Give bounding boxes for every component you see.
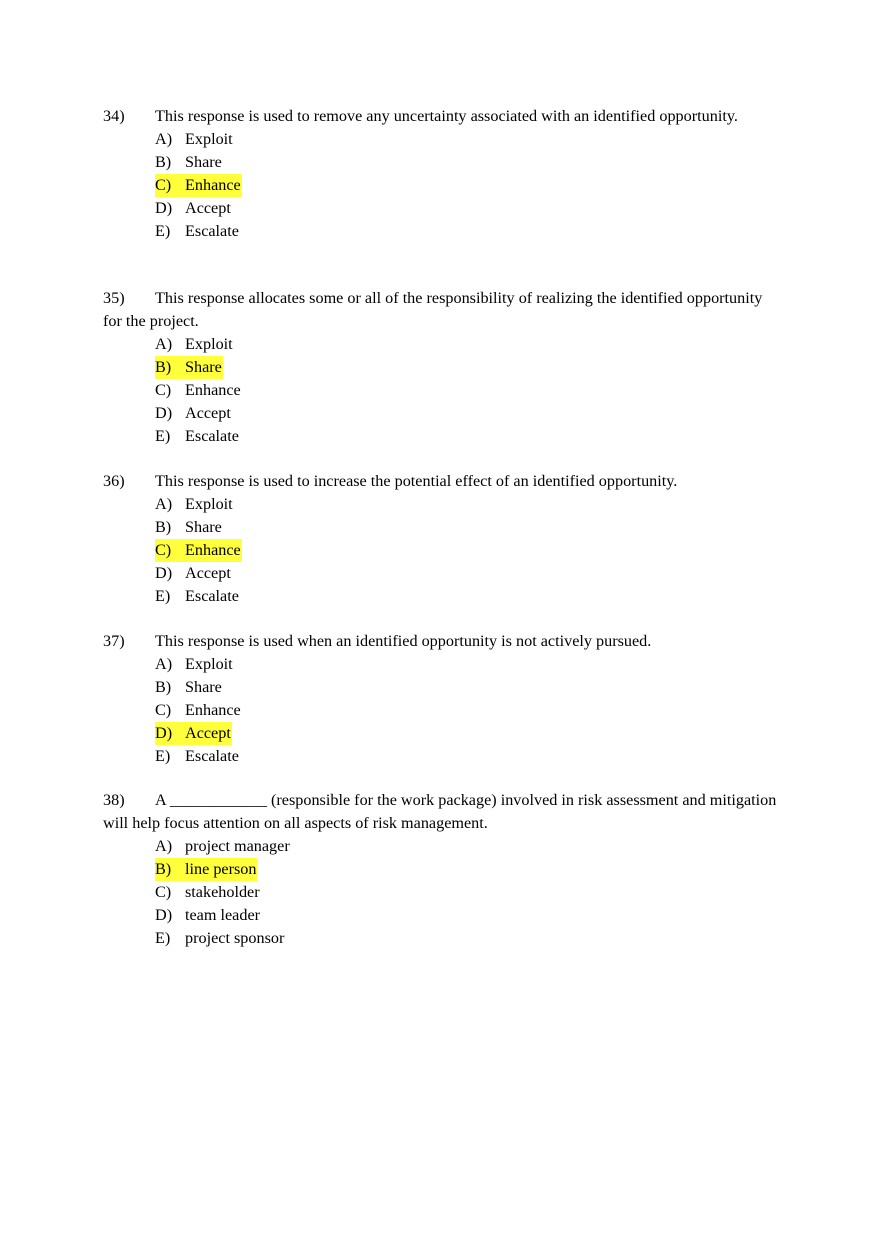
option-letter: C) xyxy=(155,701,172,719)
option-letter: A) xyxy=(155,495,173,513)
option-e xyxy=(155,220,783,243)
option-b-answer-highlight xyxy=(155,858,783,881)
option-text: Share xyxy=(185,153,222,171)
question-36 xyxy=(103,470,783,608)
option-d xyxy=(155,402,783,425)
option-letter: E) xyxy=(155,427,171,445)
question-stem xyxy=(103,630,783,653)
option-b xyxy=(155,516,783,539)
option-text: team leader xyxy=(185,906,261,924)
question-35 xyxy=(103,287,783,448)
option-letter: E) xyxy=(155,222,171,240)
question-stem xyxy=(103,470,783,493)
question-text: A ____________ (responsible for the work package) involved in risk assessment and mitigation will help focus attention on all aspects of risk management. xyxy=(103,791,777,832)
option-letter: E) xyxy=(155,587,171,605)
question-text: This response is used to remove any uncertainty associated with an identified opportunity. xyxy=(155,107,738,125)
option-list xyxy=(103,835,783,950)
question-stem xyxy=(103,105,783,128)
option-c xyxy=(155,699,783,722)
option-letter: A) xyxy=(155,130,173,148)
option-text: stakeholder xyxy=(185,883,260,901)
question-stem xyxy=(103,287,783,333)
option-text: Enhance xyxy=(185,381,241,399)
option-a xyxy=(155,333,783,356)
option-d-answer-highlight xyxy=(155,722,783,745)
option-e xyxy=(155,425,783,448)
option-letter: B) xyxy=(155,358,172,376)
option-letter: D) xyxy=(155,724,173,742)
option-text: Accept xyxy=(185,724,231,742)
question-text: This response is used when an identified opportunity is not actively pursued. xyxy=(155,632,652,650)
option-text: Accept xyxy=(185,404,231,422)
option-c-answer-highlight xyxy=(155,174,783,197)
option-letter: D) xyxy=(155,564,173,582)
option-text: Share xyxy=(185,518,222,536)
option-d xyxy=(155,562,783,585)
option-a xyxy=(155,493,783,516)
option-letter: C) xyxy=(155,541,172,559)
option-list xyxy=(103,493,783,608)
option-d xyxy=(155,197,783,220)
option-letter: A) xyxy=(155,335,173,353)
option-e xyxy=(155,745,783,768)
option-text: Enhance xyxy=(185,541,241,559)
option-e xyxy=(155,927,783,950)
question-number: 35) xyxy=(103,289,125,307)
option-text: Escalate xyxy=(185,747,239,765)
option-letter: B) xyxy=(155,860,172,878)
option-text: Enhance xyxy=(185,176,241,194)
option-text: project sponsor xyxy=(185,929,285,947)
option-text: Exploit xyxy=(185,655,233,673)
option-list xyxy=(103,128,783,243)
option-letter: B) xyxy=(155,678,172,696)
question-stem xyxy=(103,789,783,835)
option-text: Accept xyxy=(185,199,231,217)
option-d xyxy=(155,904,783,927)
option-c xyxy=(155,379,783,402)
option-text: Exploit xyxy=(185,335,233,353)
option-letter: A) xyxy=(155,655,173,673)
option-letter: C) xyxy=(155,176,172,194)
option-list xyxy=(103,333,783,448)
option-a xyxy=(155,653,783,676)
option-letter: C) xyxy=(155,883,172,901)
option-text: project manager xyxy=(185,837,290,855)
option-text: Escalate xyxy=(185,587,239,605)
question-number: 37) xyxy=(103,632,125,650)
option-text: Accept xyxy=(185,564,231,582)
option-text: Share xyxy=(185,678,222,696)
question-text: This response is used to increase the potential effect of an identified opportunity. xyxy=(155,472,678,490)
question-number: 36) xyxy=(103,472,125,490)
option-e xyxy=(155,585,783,608)
option-b-answer-highlight xyxy=(155,356,783,379)
option-text: line person xyxy=(185,860,257,878)
question-34 xyxy=(103,105,783,243)
question-37 xyxy=(103,630,783,768)
question-number: 38) xyxy=(103,791,125,809)
option-letter: C) xyxy=(155,381,172,399)
option-text: Escalate xyxy=(185,222,239,240)
option-text: Enhance xyxy=(185,701,241,719)
option-letter: B) xyxy=(155,153,172,171)
question-text: This response allocates some or all of the responsibility of realizing the identified opportunity for the project. xyxy=(103,289,763,330)
option-letter: A) xyxy=(155,837,173,855)
option-text: Exploit xyxy=(185,130,233,148)
option-list xyxy=(103,653,783,768)
option-a xyxy=(155,128,783,151)
option-letter: E) xyxy=(155,747,171,765)
option-b xyxy=(155,151,783,174)
option-letter: D) xyxy=(155,906,173,924)
option-text: Exploit xyxy=(185,495,233,513)
option-letter: B) xyxy=(155,518,172,536)
option-text: Escalate xyxy=(185,427,239,445)
question-number: 34) xyxy=(103,107,125,125)
option-text: Share xyxy=(185,358,222,376)
option-c xyxy=(155,881,783,904)
option-letter: D) xyxy=(155,404,173,422)
option-letter: D) xyxy=(155,199,173,217)
option-a xyxy=(155,835,783,858)
option-letter: E) xyxy=(155,929,171,947)
question-38 xyxy=(103,789,783,950)
option-c-answer-highlight xyxy=(155,539,783,562)
option-b xyxy=(155,676,783,699)
